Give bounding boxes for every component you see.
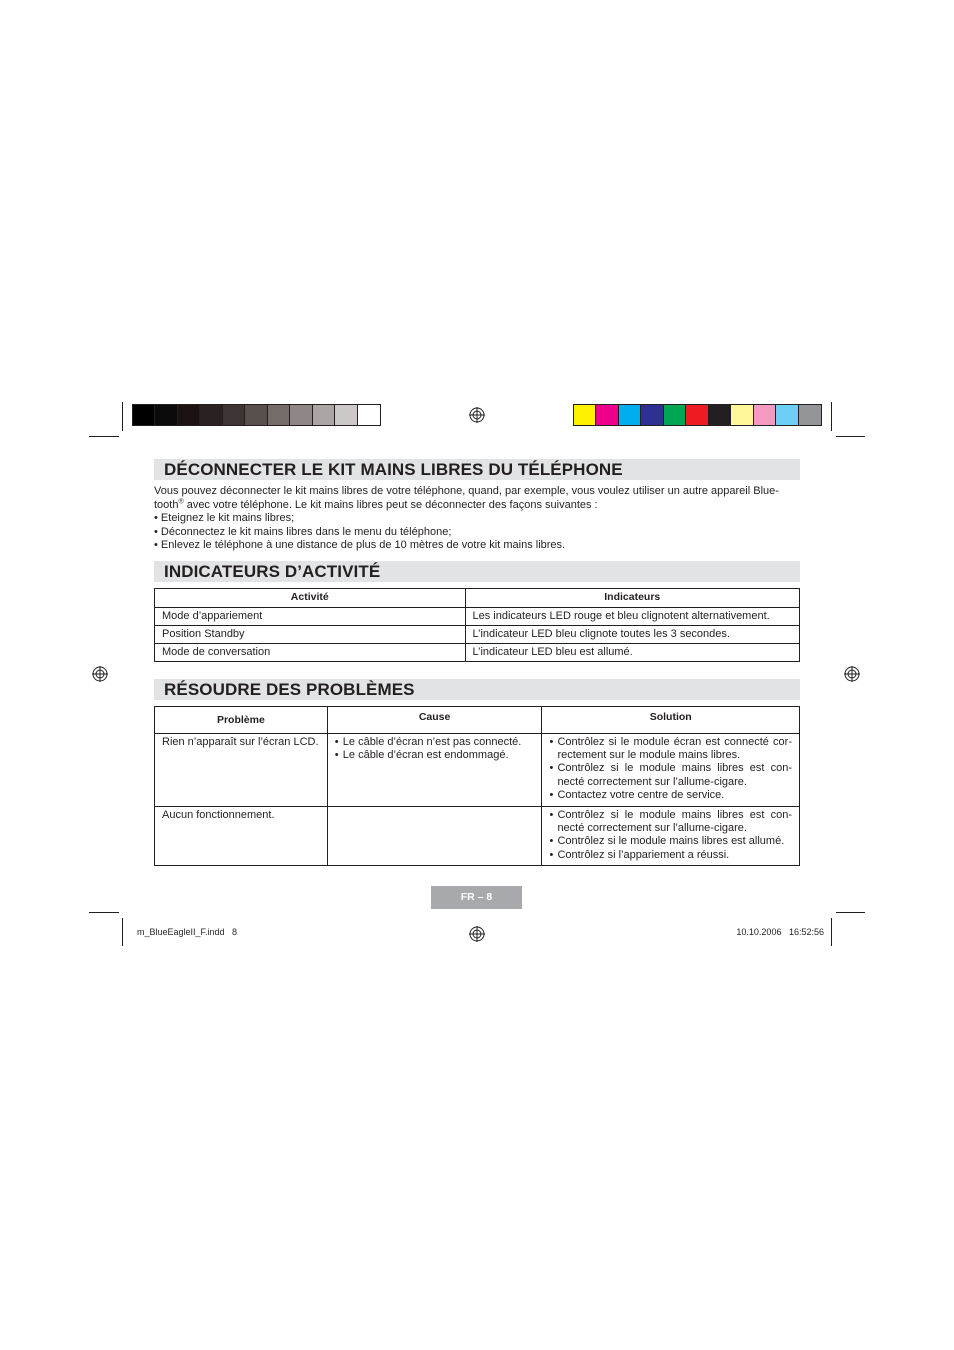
crop-mark <box>836 912 865 913</box>
color-swatch <box>335 405 357 425</box>
registration-mark-icon <box>469 407 485 423</box>
crop-mark <box>122 402 123 431</box>
grayscale-calibration-strip <box>132 404 381 426</box>
color-swatch <box>358 405 380 425</box>
table-cell <box>327 734 542 807</box>
color-swatch <box>155 405 177 425</box>
crop-mark <box>831 918 832 946</box>
list-item: • Contactez votre centre de service. <box>549 789 792 802</box>
solution-list <box>549 736 792 802</box>
table-cell <box>542 734 800 807</box>
crop-mark <box>831 402 832 431</box>
paragraph-line: Vous pouvez déconnecter le kit mains libres de votre téléphone, quand, par exemple, vous voulez utiliser un autre appareil Blue- <box>154 485 779 497</box>
color-swatch <box>133 405 155 425</box>
table-header-row <box>155 589 800 608</box>
bullet-item: • Déconnectez le kit mains libres dans le menu du téléphone; <box>154 525 452 538</box>
color-swatch <box>574 405 596 425</box>
paragraph <box>154 485 800 499</box>
bullet-text: Enlevez le téléphone à une distance de plus de 10 mètres de votre kit mains libres. <box>160 539 566 551</box>
table-row <box>155 644 800 662</box>
table-row <box>155 626 800 644</box>
color-swatch <box>313 405 335 425</box>
crop-mark <box>122 918 123 946</box>
column-header: Solution <box>542 707 800 734</box>
section-title: INDICATEURS D’ACTIVITÉ <box>164 562 381 581</box>
color-swatch <box>619 405 641 425</box>
color-swatch <box>776 405 798 425</box>
bullet-text: Déconnectez le kit mains libres dans le menu du téléphone; <box>160 525 452 538</box>
color-swatch <box>641 405 663 425</box>
paragraph-text: tooth <box>154 498 179 511</box>
list-item: • Contrôlez si l’appariement a réussi. <box>549 849 792 862</box>
slug-filename: m_BlueEagleII_F.indd 8 <box>137 927 238 937</box>
slug-timestamp: 10.10.2006 16:52:56 <box>736 927 824 937</box>
crop-mark <box>89 436 119 437</box>
table-cell <box>155 807 328 866</box>
table-row <box>155 734 800 807</box>
section-title: DÉCONNECTER LE KIT MAINS LIBRES DU TÉLÉPHONE <box>164 460 623 479</box>
color-swatch <box>731 405 753 425</box>
color-calibration-strip <box>573 404 822 426</box>
bullet-text: Eteignez le kit mains libres; <box>160 512 295 524</box>
table-row <box>155 807 800 866</box>
color-swatch <box>596 405 618 425</box>
table-cell: Mode d’appariement <box>155 608 466 626</box>
list-item: • Le câble d’écran est endommagé. <box>335 749 535 762</box>
registered-mark: ® <box>178 497 184 505</box>
list-item: • Le câble d’écran n’est pas connecté. <box>335 736 535 749</box>
color-swatch <box>754 405 776 425</box>
problem-text: Rien n’apparaît sur l’écran LCD. <box>162 736 319 748</box>
crop-mark <box>836 436 865 437</box>
color-swatch <box>200 405 222 425</box>
list-item: • Contrôlez si le module écran est connecté cor-rectement sur le module mains libres. <box>549 736 792 762</box>
cause-list <box>335 736 535 762</box>
list-item: • Contrôlez si le module mains libres est con-necté correctement sur l’allume-cigare. <box>549 809 792 835</box>
crop-mark <box>89 912 119 913</box>
list-item: • Contrôlez si le module mains libres est allumé. <box>549 835 792 848</box>
color-swatch <box>245 405 267 425</box>
bullet-item: • Enlevez le téléphone à une distance de plus de 10 mètres de votre kit mains libres. <box>154 539 566 551</box>
disconnect-body <box>154 485 800 553</box>
color-swatch <box>686 405 708 425</box>
list-item: • Contrôlez si le module mains libres est con-necté correctement sur l’allume-cigare. <box>549 762 792 788</box>
column-header: Indicateurs <box>465 589 799 608</box>
color-swatch <box>709 405 731 425</box>
registration-mark-icon <box>92 666 108 682</box>
color-swatch <box>268 405 290 425</box>
color-swatch <box>223 405 245 425</box>
table-cell: L’indicateur LED bleu clignote toutes les 3 secondes. <box>465 626 799 644</box>
color-swatch <box>178 405 200 425</box>
section-header-activity <box>154 561 800 582</box>
paragraph-text: avec votre téléphone. Le kit mains libres peut se déconnecter des façons suivantes : <box>183 498 598 511</box>
color-swatch <box>290 405 312 425</box>
registration-mark-icon <box>469 926 485 942</box>
column-header: Problème <box>155 707 328 734</box>
paragraph <box>154 499 800 513</box>
table-cell: L’indicateur LED bleu est allumé. <box>465 644 799 662</box>
color-swatch <box>799 405 821 425</box>
table-cell: Les indicateurs LED rouge et bleu clignotent alternativement. <box>465 608 799 626</box>
table-row <box>155 608 800 626</box>
column-header: Activité <box>155 589 466 608</box>
troubleshoot-table <box>154 706 800 866</box>
table-cell <box>327 807 542 866</box>
activity-table <box>154 588 800 662</box>
table-cell: Mode de conversation <box>155 644 466 662</box>
table-cell <box>155 734 328 807</box>
color-swatch <box>664 405 686 425</box>
solution-list <box>549 809 792 862</box>
table-cell <box>542 807 800 866</box>
section-header-troubleshoot <box>154 679 800 700</box>
bullet-item: • Eteignez le kit mains libres; <box>154 512 295 524</box>
problem-text: Aucun fonctionnement. <box>162 809 275 821</box>
column-header: Cause <box>327 707 542 734</box>
table-cell: Position Standby <box>155 626 466 644</box>
section-header-disconnect <box>154 459 800 480</box>
table-header-row <box>155 707 800 734</box>
registration-mark-icon <box>844 666 860 682</box>
page-number-tab: FR – 8 <box>431 886 522 909</box>
section-title: RÉSOUDRE DES PROBLÈMES <box>164 680 415 699</box>
